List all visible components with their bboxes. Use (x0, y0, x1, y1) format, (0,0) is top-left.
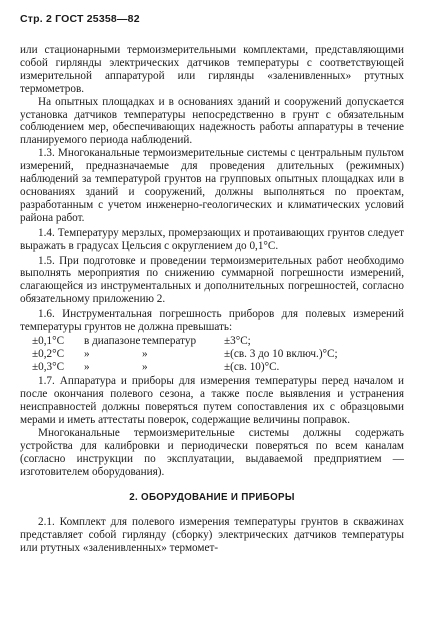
document-page (20, 12, 404, 632)
paragraph-1-6: 1.6. Инструментальная погрешность приборов для полевых измерений температуры грунтов не должна превышать: (20, 308, 404, 334)
range-value: ±3°С; (224, 334, 251, 347)
ditto-mark: » (142, 348, 148, 361)
paragraph-1-7: 1.7. Аппаратура и приборы для измерения температуры перед началом и после окончания полевого сезона, а также после выявления и устранения неисправностей должны поверяться путем сопоставления их с образцовыми мерами и иметь аттестаты поверок, содержащие величины поправок. (20, 375, 404, 426)
error-table-row (20, 361, 404, 374)
error-table-row (20, 348, 404, 361)
range-label: в диапазоне (84, 334, 141, 347)
paragraph-2-1: 2.1. Комплект для полевого измерения температуры грунтов в скважинах представляет собой гирлянду (сборку) электрических датчиков температуры или ртутных «заленивленных» термомет- (20, 516, 404, 555)
ditto-mark: » (142, 361, 148, 374)
error-value: ±0,3°С (32, 361, 65, 374)
paragraph-1-4: 1.4. Температуру мерзлых, промерзающих и протаивающих грунтов следует выражать в градусах Цельсия с округлением до 0,1°С. (20, 226, 404, 252)
range-value: ±(св. 3 до 10 включ.)°С; (224, 348, 338, 361)
paragraph-continuation: или стационарными термоизмерительными комплектами, представляющими собой гирлянды электрических датчиков температуры с соответствующей измерительной аппаратурой или гирлянды «заленивленных» ртутных термометров. (20, 44, 404, 95)
error-value: ±0,2°С (32, 348, 65, 361)
error-table-row (20, 335, 404, 348)
ditto-mark: » (84, 361, 90, 374)
range-label: температур (142, 334, 197, 347)
range-value: ±(св. 10)°С. (224, 361, 280, 374)
section-title: 2. ОБОРУДОВАНИЕ И ПРИБОРЫ (129, 492, 295, 504)
error-table (20, 335, 404, 374)
paragraph-sensor-installation: На опытных площадках и в основаниях зданий и сооружений допускается установка датчиков температуры непосредственно в грунт с обязательным соблюдением мер, обеспечивающих надежность работы аппаратуры в течение планируемого периода наблюдений. (20, 95, 404, 147)
ditto-mark: » (84, 348, 90, 361)
page-header: Стр. 2 ГОСТ 25358—82 (20, 13, 140, 25)
paragraph-1-5: 1.5. При подготовке и проведении термоизмерительных работ необходимо выполнять мероприятия по снижению суммарной погрешности измерений, слагающейся из инструментальных и дополнительных погрешностей, согласно обязательному приложению 2. (20, 254, 404, 306)
paragraph-1-3: 1.3. Многоканальные термоизмерительные системы с центральным пультом измерений, предназначаемые для проведения длительных (режимных) наблюдений за температурой грунтов на групповых опытных площадках или в основаниях зданий и сооружений, должны выполняться по проектам, разработанным с учетом инженерно-геологических и климатических условий района работ. (20, 147, 404, 224)
error-value: ±0,1°С (32, 334, 65, 347)
paragraph-multichannel-calibration: Многоканальные термоизмерительные системы должны содержать устройства для калибровки и периодически поверяться по всем каналам (согласно инструкции по эксплуатации, выдаваемой предприятием — изготовителем оборудования). (20, 426, 404, 478)
